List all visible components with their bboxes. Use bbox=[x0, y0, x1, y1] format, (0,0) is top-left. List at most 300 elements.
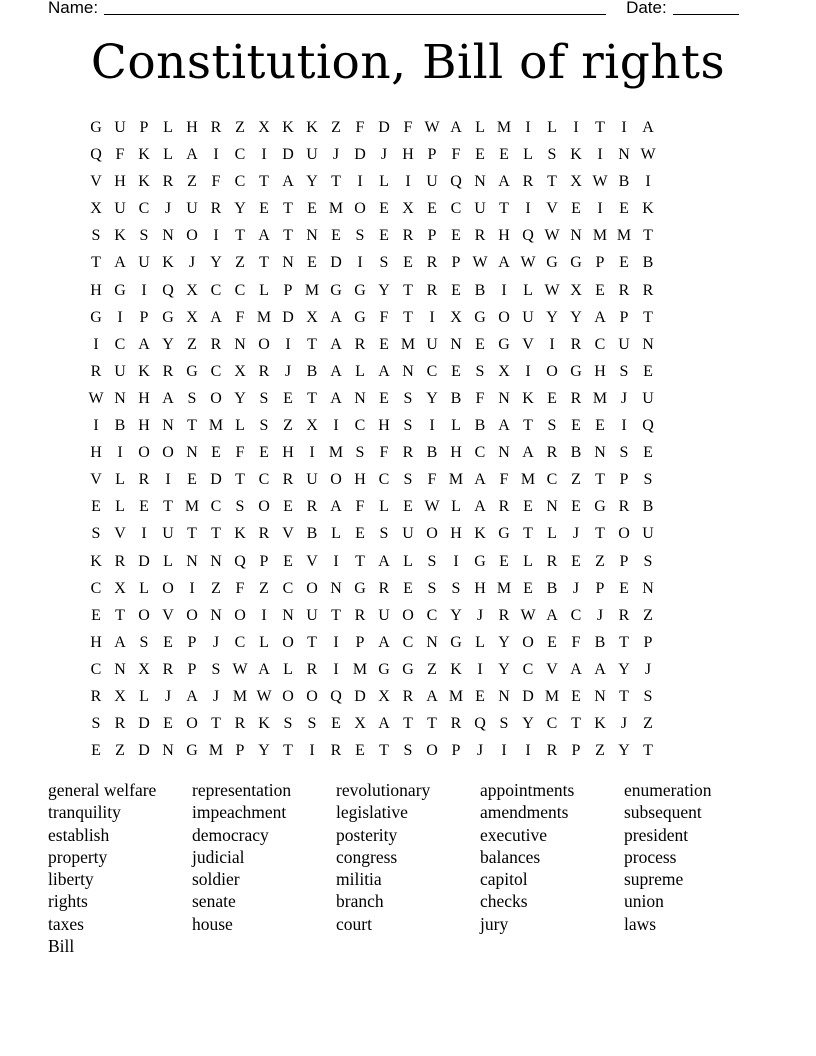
grid-letter: I bbox=[333, 552, 339, 570]
grid-letter: X bbox=[258, 119, 270, 136]
grid-letter: E bbox=[595, 417, 605, 435]
grid-letter: Z bbox=[211, 579, 221, 597]
grid-letter: J bbox=[188, 254, 196, 272]
grid-letter: G bbox=[450, 633, 462, 651]
grid-letter: O bbox=[234, 606, 246, 624]
grid-letter: T bbox=[643, 308, 653, 326]
grid-letter: T bbox=[595, 525, 605, 543]
grid-letter: U bbox=[378, 606, 390, 624]
grid-letter: T bbox=[379, 742, 389, 760]
word-list-item: branch bbox=[336, 891, 384, 912]
grid-row bbox=[84, 168, 732, 195]
grid-letter: J bbox=[572, 579, 580, 597]
grid-letter: K bbox=[282, 119, 294, 136]
grid-letter: E bbox=[163, 633, 173, 651]
grid-letter: R bbox=[210, 335, 222, 353]
grid-letter: X bbox=[402, 200, 414, 218]
grid-letter: S bbox=[91, 525, 101, 543]
grid-letter: N bbox=[450, 335, 462, 353]
grid-letter: H bbox=[114, 173, 126, 191]
grid-letter: J bbox=[476, 742, 484, 760]
grid-letter: B bbox=[450, 389, 462, 407]
grid-letter: G bbox=[378, 660, 390, 678]
grid-letter: T bbox=[595, 471, 605, 489]
word-list-item: revolutionary bbox=[336, 780, 431, 800]
grid-letter: S bbox=[379, 254, 389, 272]
grid-letter: S bbox=[547, 417, 557, 435]
grid-letter: H bbox=[90, 281, 102, 299]
grid-row bbox=[84, 304, 732, 331]
grid-letter: L bbox=[163, 146, 173, 164]
grid-letter: R bbox=[354, 606, 366, 624]
word-list-item: enumeration bbox=[624, 780, 712, 800]
page-title: Constitution, Bill of rights bbox=[90, 35, 726, 90]
grid-letter: F bbox=[115, 146, 125, 164]
grid-letter: F bbox=[235, 444, 245, 462]
grid-letter: A bbox=[114, 633, 126, 651]
grid-letter: E bbox=[571, 552, 581, 570]
grid-letter: K bbox=[474, 525, 486, 543]
grid-letter: M bbox=[448, 471, 464, 489]
grid-letter: S bbox=[547, 146, 557, 164]
grid-letter: I bbox=[261, 606, 267, 624]
grid-letter: C bbox=[522, 660, 534, 678]
grid-letter: A bbox=[114, 254, 126, 272]
grid-letter: M bbox=[496, 119, 512, 136]
grid-letter: R bbox=[546, 444, 558, 462]
grid-letter: V bbox=[90, 173, 102, 191]
grid-letter: R bbox=[498, 498, 510, 516]
grid-letter: Q bbox=[474, 715, 486, 733]
grid-letter: S bbox=[307, 715, 317, 733]
grid-letter: F bbox=[427, 471, 437, 489]
grid-letter: Q bbox=[522, 227, 534, 245]
grid-letter: M bbox=[592, 227, 608, 245]
grid-letter: G bbox=[594, 498, 606, 516]
grid-letter: Y bbox=[234, 389, 246, 407]
grid-letter: I bbox=[597, 146, 603, 164]
grid-letter: O bbox=[402, 606, 414, 624]
grid-letter: I bbox=[621, 119, 627, 136]
grid-letter: Y bbox=[498, 633, 510, 651]
grid-letter: H bbox=[474, 579, 486, 597]
grid-letter: S bbox=[259, 389, 269, 407]
grid-letter: S bbox=[643, 471, 653, 489]
grid-letter: Z bbox=[643, 606, 653, 624]
grid-letter: K bbox=[522, 389, 534, 407]
grid-letter: L bbox=[163, 552, 173, 570]
grid-letter: M bbox=[592, 389, 608, 407]
grid-letter: L bbox=[235, 417, 245, 435]
grid-letter: Q bbox=[162, 281, 174, 299]
grid-letter: R bbox=[90, 362, 102, 380]
grid-letter: F bbox=[451, 146, 461, 164]
grid-letter: X bbox=[186, 308, 198, 326]
grid-letter: R bbox=[282, 471, 294, 489]
grid-letter: I bbox=[573, 119, 579, 136]
grid-letter: R bbox=[162, 660, 174, 678]
grid-letter: J bbox=[284, 362, 292, 380]
grid-letter: N bbox=[594, 444, 606, 462]
grid-letter: R bbox=[402, 687, 414, 705]
grid-letter: P bbox=[283, 281, 293, 299]
grid-letter: J bbox=[212, 633, 220, 651]
grid-letter: L bbox=[259, 633, 269, 651]
grid-letter: L bbox=[259, 281, 269, 299]
grid-letter: R bbox=[618, 498, 630, 516]
grid-letter: T bbox=[427, 715, 437, 733]
grid-letter: O bbox=[306, 579, 318, 597]
grid-letter: S bbox=[139, 633, 149, 651]
grid-letter: H bbox=[282, 444, 294, 462]
word-list-item: jury bbox=[480, 913, 509, 934]
grid-letter: S bbox=[403, 742, 413, 760]
grid-letter: I bbox=[549, 335, 555, 353]
grid-letter: J bbox=[572, 525, 580, 543]
grid-letter: U bbox=[618, 335, 630, 353]
grid-letter: D bbox=[210, 471, 222, 489]
grid-letter: A bbox=[378, 715, 390, 733]
grid-letter: J bbox=[644, 660, 652, 678]
grid-letter: O bbox=[186, 227, 198, 245]
grid-letter: Z bbox=[427, 660, 437, 678]
grid-letter: P bbox=[451, 742, 461, 760]
grid-letter: A bbox=[570, 660, 582, 678]
grid-letter: T bbox=[187, 525, 197, 543]
grid-letter: R bbox=[162, 362, 174, 380]
grid-letter: R bbox=[258, 525, 270, 543]
word-list-item: militia bbox=[336, 869, 382, 890]
grid-letter: I bbox=[597, 200, 603, 218]
grid-letter: B bbox=[594, 633, 606, 651]
word-list-item: house bbox=[192, 913, 233, 934]
grid-letter: J bbox=[476, 606, 484, 624]
grid-letter: F bbox=[235, 579, 245, 597]
date-label: Date: bbox=[626, 0, 667, 17]
grid-letter: L bbox=[379, 173, 389, 191]
grid-letter: C bbox=[210, 281, 222, 299]
grid-letter: N bbox=[402, 362, 414, 380]
grid-letter: P bbox=[427, 227, 437, 245]
grid-letter: F bbox=[355, 119, 365, 136]
grid-letter: R bbox=[210, 119, 222, 136]
grid-letter: P bbox=[187, 633, 197, 651]
grid-letter: D bbox=[282, 308, 294, 326]
grid-letter: L bbox=[115, 471, 125, 489]
grid-letter: H bbox=[402, 146, 414, 164]
grid-letter: R bbox=[234, 715, 246, 733]
grid-letter: M bbox=[328, 444, 344, 462]
grid-letter: P bbox=[139, 308, 149, 326]
grid-letter: O bbox=[426, 742, 438, 760]
grid-letter: V bbox=[90, 471, 102, 489]
grid-letter: T bbox=[355, 552, 365, 570]
grid-letter: J bbox=[212, 687, 220, 705]
grid-letter: Y bbox=[210, 254, 222, 272]
grid-letter: X bbox=[306, 417, 318, 435]
grid-letter: X bbox=[570, 281, 582, 299]
word-list-item: amendments bbox=[480, 802, 569, 823]
word-list-item: establish bbox=[48, 824, 110, 845]
grid-row bbox=[84, 358, 732, 385]
grid-letter: L bbox=[163, 119, 173, 136]
grid-letter: T bbox=[403, 715, 413, 733]
word-list-item: executive bbox=[480, 824, 548, 845]
grid-letter: A bbox=[282, 173, 294, 191]
grid-letter: R bbox=[570, 389, 582, 407]
grid-letter: M bbox=[328, 200, 344, 218]
grid-letter: L bbox=[547, 119, 557, 136]
grid-letter: E bbox=[547, 389, 557, 407]
grid-letter: W bbox=[520, 254, 536, 272]
grid-letter: F bbox=[571, 633, 581, 651]
grid-letter: R bbox=[162, 173, 174, 191]
grid-letter: G bbox=[114, 281, 126, 299]
grid-letter: T bbox=[211, 525, 221, 543]
grid-letter: E bbox=[595, 281, 605, 299]
grid-row bbox=[84, 141, 732, 168]
grid-letter: E bbox=[451, 227, 461, 245]
grid-letter: I bbox=[525, 200, 531, 218]
grid-letter: U bbox=[402, 525, 414, 543]
grid-letter: A bbox=[378, 552, 390, 570]
grid-letter: R bbox=[330, 742, 342, 760]
grid-letter: F bbox=[355, 498, 365, 516]
word-list-item: impeachment bbox=[192, 802, 287, 823]
grid-letter: V bbox=[546, 200, 558, 218]
grid-letter: O bbox=[186, 606, 198, 624]
grid-letter: C bbox=[570, 606, 582, 624]
grid-letter: L bbox=[523, 281, 533, 299]
grid-letter: E bbox=[451, 362, 461, 380]
grid-letter: I bbox=[93, 335, 99, 353]
grid-letter: Z bbox=[283, 417, 293, 435]
grid-letter: E bbox=[571, 200, 581, 218]
grid-letter: D bbox=[138, 552, 150, 570]
word-list-item: representation bbox=[192, 780, 292, 800]
grid-letter: E bbox=[379, 389, 389, 407]
grid-letter: A bbox=[450, 119, 462, 136]
grid-letter: W bbox=[424, 498, 440, 516]
grid-row bbox=[84, 331, 732, 358]
grid-letter: P bbox=[619, 552, 629, 570]
grid-letter: Y bbox=[234, 200, 246, 218]
grid-letter: S bbox=[379, 525, 389, 543]
grid-letter: S bbox=[355, 444, 365, 462]
grid-letter: N bbox=[186, 552, 198, 570]
grid-letter: L bbox=[475, 119, 485, 136]
grid-letter: K bbox=[594, 715, 606, 733]
grid-letter: O bbox=[618, 525, 630, 543]
grid-letter: C bbox=[114, 335, 126, 353]
grid-letter: V bbox=[162, 606, 174, 624]
grid-letter: I bbox=[333, 660, 339, 678]
grid-letter: G bbox=[90, 119, 102, 136]
grid-letter: A bbox=[498, 417, 510, 435]
grid-letter: I bbox=[333, 633, 339, 651]
grid-letter: N bbox=[210, 552, 222, 570]
grid-row bbox=[84, 683, 732, 710]
grid-letter: V bbox=[282, 525, 294, 543]
word-list bbox=[48, 779, 788, 957]
grid-letter: T bbox=[643, 742, 653, 760]
grid-letter: N bbox=[210, 606, 222, 624]
grid-letter: X bbox=[570, 173, 582, 191]
grid-letter: A bbox=[138, 335, 150, 353]
grid-letter: A bbox=[258, 660, 270, 678]
grid-row bbox=[84, 656, 732, 683]
grid-letter: L bbox=[523, 146, 533, 164]
grid-letter: K bbox=[234, 525, 246, 543]
grid-row bbox=[84, 249, 732, 276]
grid-letter: C bbox=[138, 200, 150, 218]
grid-letter: W bbox=[232, 660, 248, 678]
grid-letter: M bbox=[544, 687, 560, 705]
grid-letter: A bbox=[330, 389, 342, 407]
grid-letter: A bbox=[186, 687, 198, 705]
grid-letter: G bbox=[354, 308, 366, 326]
grid-letter: O bbox=[282, 633, 294, 651]
grid-letter: K bbox=[306, 119, 318, 136]
grid-letter: Q bbox=[234, 552, 246, 570]
grid-letter: N bbox=[498, 389, 510, 407]
grid-letter: J bbox=[596, 606, 604, 624]
grid-letter: V bbox=[306, 552, 318, 570]
grid-letter: W bbox=[88, 389, 104, 407]
name-blank-line[interactable] bbox=[104, 0, 606, 15]
grid-letter: E bbox=[355, 525, 365, 543]
grid-letter: B bbox=[570, 444, 582, 462]
grid-letter: X bbox=[90, 200, 102, 218]
grid-letter: S bbox=[643, 552, 653, 570]
grid-letter: Y bbox=[618, 742, 630, 760]
grid-letter: G bbox=[474, 552, 486, 570]
grid-letter: L bbox=[355, 362, 365, 380]
grid-letter: U bbox=[138, 254, 150, 272]
grid-letter: E bbox=[571, 417, 581, 435]
grid-letter: I bbox=[429, 308, 435, 326]
grid-letter: E bbox=[283, 552, 293, 570]
word-list-item: rights bbox=[48, 891, 88, 912]
grid-letter: L bbox=[139, 687, 149, 705]
word-list-item: general welfare bbox=[48, 780, 157, 800]
grid-letter: A bbox=[546, 606, 558, 624]
grid-letter: J bbox=[620, 715, 628, 733]
grid-letter: N bbox=[162, 742, 174, 760]
grid-letter: D bbox=[354, 146, 366, 164]
grid-letter: M bbox=[616, 227, 632, 245]
grid-letter: A bbox=[594, 308, 606, 326]
grid-letter: T bbox=[163, 498, 173, 516]
grid-letter: M bbox=[496, 579, 512, 597]
grid-letter: P bbox=[259, 552, 269, 570]
grid-letter: R bbox=[618, 281, 630, 299]
grid-letter: K bbox=[642, 200, 654, 218]
grid-letter: E bbox=[403, 498, 413, 516]
grid-letter: O bbox=[186, 715, 198, 733]
grid-letter: U bbox=[522, 308, 534, 326]
grid-letter: R bbox=[114, 552, 126, 570]
grid-letter: P bbox=[139, 119, 149, 136]
word-list-item: capitol bbox=[480, 869, 528, 890]
grid-letter: Z bbox=[187, 173, 197, 191]
grid-letter: I bbox=[357, 173, 363, 191]
grid-letter: U bbox=[186, 200, 198, 218]
grid-letter: L bbox=[451, 498, 461, 516]
grid-letter: H bbox=[138, 389, 150, 407]
date-blank-line[interactable] bbox=[673, 0, 739, 15]
grid-letter: A bbox=[162, 389, 174, 407]
grid-letter: I bbox=[525, 362, 531, 380]
grid-letter: G bbox=[498, 335, 510, 353]
grid-letter: A bbox=[378, 362, 390, 380]
grid-letter: C bbox=[258, 471, 270, 489]
grid-letter: I bbox=[141, 281, 147, 299]
grid-letter: W bbox=[544, 227, 560, 245]
grid-letter: E bbox=[499, 552, 509, 570]
grid-letter: E bbox=[331, 227, 341, 245]
grid-letter: Y bbox=[426, 389, 438, 407]
grid-letter: I bbox=[357, 254, 363, 272]
word-list-item: liberty bbox=[48, 869, 94, 890]
grid-letter: I bbox=[429, 417, 435, 435]
grid-letter: Z bbox=[235, 254, 245, 272]
grid-letter: Q bbox=[330, 687, 342, 705]
grid-letter: S bbox=[643, 687, 653, 705]
grid-letter: E bbox=[547, 633, 557, 651]
grid-letter: U bbox=[474, 200, 486, 218]
grid-letter: P bbox=[619, 308, 629, 326]
grid-letter: T bbox=[403, 308, 413, 326]
grid-letter: N bbox=[498, 687, 510, 705]
grid-letter: R bbox=[474, 227, 486, 245]
grid-letter: E bbox=[307, 200, 317, 218]
grid-letter: Z bbox=[187, 335, 197, 353]
grid-letter: N bbox=[234, 335, 246, 353]
grid-letter: A bbox=[474, 471, 486, 489]
grid-letter: M bbox=[208, 742, 224, 760]
grid-letter: S bbox=[403, 471, 413, 489]
grid-letter: C bbox=[378, 471, 390, 489]
grid-letter: Y bbox=[570, 308, 582, 326]
grid-letter: E bbox=[643, 444, 653, 462]
grid-letter: T bbox=[403, 281, 413, 299]
grid-letter: Z bbox=[571, 471, 581, 489]
grid-letter: A bbox=[642, 119, 654, 136]
grid-letter: F bbox=[379, 444, 389, 462]
grid-letter: A bbox=[330, 498, 342, 516]
word-list-column bbox=[192, 779, 336, 957]
grid-letter: T bbox=[619, 633, 629, 651]
grid-letter: E bbox=[619, 579, 629, 597]
grid-letter: X bbox=[354, 715, 366, 733]
grid-letter: M bbox=[400, 335, 416, 353]
grid-letter: L bbox=[139, 579, 149, 597]
grid-letter: U bbox=[426, 173, 438, 191]
grid-letter: M bbox=[448, 687, 464, 705]
word-list-item: checks bbox=[480, 891, 528, 912]
grid-letter: R bbox=[642, 281, 654, 299]
grid-letter: I bbox=[117, 308, 123, 326]
grid-letter: F bbox=[235, 308, 245, 326]
grid-letter: C bbox=[594, 335, 606, 353]
grid-letter: E bbox=[331, 715, 341, 733]
grid-letter: B bbox=[114, 417, 126, 435]
grid-letter: I bbox=[333, 417, 339, 435]
grid-letter: E bbox=[91, 742, 101, 760]
grid-letter: X bbox=[306, 308, 318, 326]
grid-letter: S bbox=[91, 227, 101, 245]
